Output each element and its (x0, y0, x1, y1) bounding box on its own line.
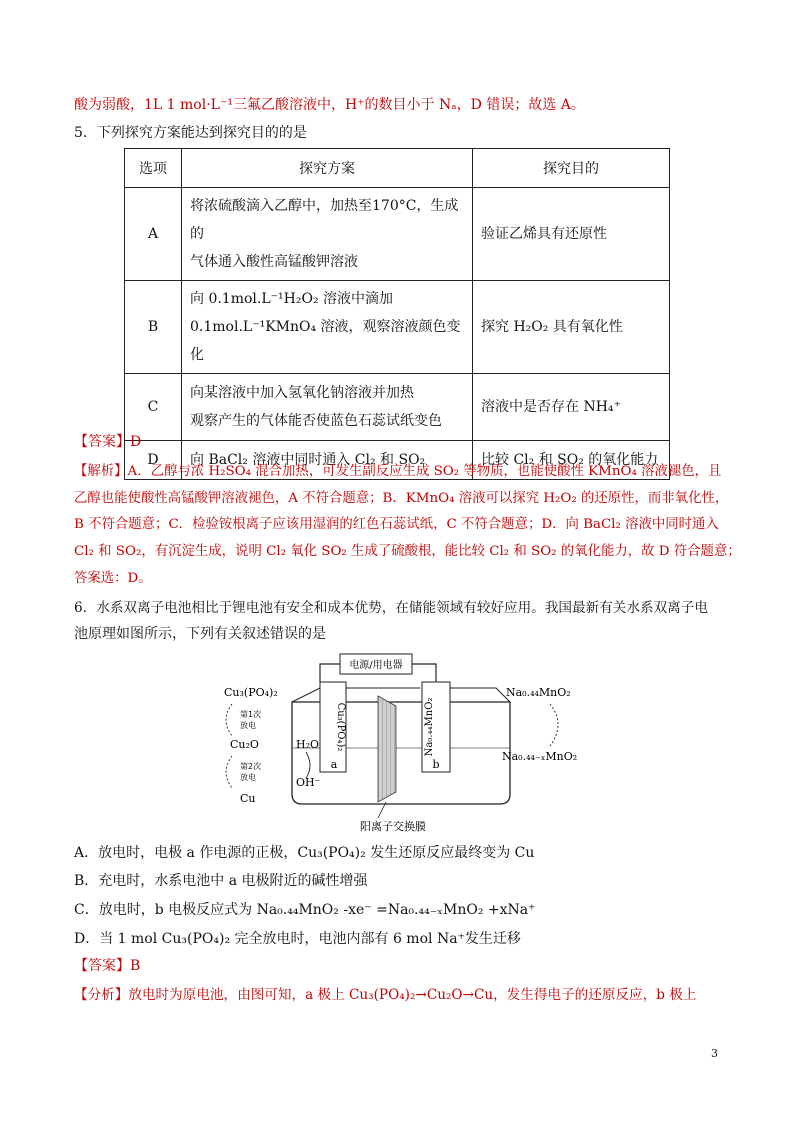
species-cu2o: Cu₂O (230, 738, 259, 751)
plan-line: 向 BaCl₂ 溶液中同时通入 Cl₂ 和 SO₂ (190, 452, 426, 468)
plan-cell (182, 281, 473, 374)
plan-line: 将浓硫酸滴入乙醇中，加热至170°C，生成的 (190, 198, 459, 242)
hydroxide-label: OH⁻ (296, 776, 321, 789)
option-label: C (125, 374, 182, 441)
species-na044mno2: Na₀.₄₄MnO₂ (506, 686, 571, 699)
table-header-row (125, 149, 670, 188)
right-reaction-arrow (550, 704, 558, 746)
plan-line: 向 0.1mol.L⁻¹H₂O₂ 溶液中滴加 (190, 291, 394, 307)
q6-option-a: A．放电时，电极 a 作电源的正极，Cu₃(PO₄)₂ 发生还原反应最终变为 Cu (74, 845, 535, 861)
header-goal: 探究目的 (473, 149, 670, 188)
option-label: D (125, 441, 182, 480)
header-option: 选项 (125, 149, 182, 188)
left-wire (320, 664, 340, 682)
discharge-arrow-1 (226, 704, 232, 736)
goal-cell: 溶液中是否存在 NH₄⁺ (473, 374, 670, 441)
water-arrow (306, 752, 310, 778)
step2-line1: 第2次 (240, 762, 262, 771)
header-plan: 探究方案 (182, 149, 473, 188)
prev-answer-tail: 酸为弱酸，1L 1 mol·L⁻¹三氟乙酸溶液中，H⁺的数目小于 Nₐ，D 错误；故选 A。 (74, 97, 585, 113)
water-label: H₂O (296, 738, 320, 751)
right-wire (412, 664, 436, 682)
membrane-label: 阳离子交换膜 (360, 820, 426, 833)
q6-answer: 【答案】B (74, 958, 141, 974)
cell-top-edge (292, 688, 420, 702)
q5-analysis-line: B 不符合题意；C．检验铵根离子应该用湿润的红色石蕊试纸，C 不符合题意；D．向 BaCl₂ 溶液中同时通入 (74, 517, 719, 532)
q5-analysis-line: 答案选：D。 (74, 571, 152, 586)
step2-line2: 放电 (240, 773, 256, 782)
q6-stem-line: 池原理如图所示，下列有关叙述错误的是 (74, 626, 326, 642)
q6-option-b: B．充电时，水系电池中 a 电极附近的碱性增强 (74, 873, 368, 889)
q6-stem-line: 6．水系双离子电池相比于锂电池有安全和成本优势，在储能领域有较好应用。我国最新有关水系双离子电 (74, 600, 708, 616)
plan-line: 气体通入酸性高锰酸钾溶液 (190, 254, 358, 270)
plan-line: 观察产生的气体能否使蓝色石蕊试纸变色 (190, 413, 442, 429)
step1-line1: 第1次 (240, 710, 262, 719)
option-label: A (125, 188, 182, 281)
table-row (125, 188, 670, 281)
species-cu3po4: Cu₃(PO₄)₂ (224, 686, 278, 699)
table-row (125, 374, 670, 441)
q5-stem: 5．下列探究方案能达到探究目的的是 (74, 125, 307, 141)
q5-answer: 【答案】D (74, 434, 142, 450)
q5-analysis-line: Cl₂ 和 SO₂，有沉淀生成，说明 Cl₂ 氧化 SO₂ 生成了硫酸根，能比较 Cl₂ 和 SO₂ 的氧化能力，故 D 符合题意； (74, 544, 741, 559)
step1-line2: 放电 (240, 721, 256, 730)
species-na044xmno2: Na₀.₄₄₋ₓMnO₂ (502, 750, 578, 763)
table-row (125, 281, 670, 374)
battery-diagram (210, 652, 600, 836)
power-label: 电源/用电器 (349, 660, 403, 671)
q5-table (124, 148, 670, 480)
plan-cell (182, 188, 473, 281)
plan-line: 0.1mol.L⁻¹KMnO₄ 溶液，观察溶液颜色变化 (190, 319, 461, 363)
electrode-b-material: Na₀.₄₄MnO₂ (424, 697, 435, 757)
species-cu: Cu (240, 792, 256, 805)
plan-line: 向某溶液中加入氢氧化钠溶液并加热 (190, 385, 414, 401)
discharge-arrow-2 (226, 756, 232, 788)
goal-cell: 探究 H₂O₂ 具有氧化性 (473, 281, 670, 374)
q6-analysis: 【分析】放电时为原电池，由图可知，a 极上 Cu₃(PO₄)₂→Cu₂O→Cu，发生得电子的还原反应，b 极上 (74, 987, 697, 1003)
q5-analysis-line: 乙醇也能使酸性高锰酸钾溶液褪色，A 不符合题意；B．KMnO₄ 溶液可以探究 H₂O₂ 的还原性，而非氧化性， (74, 491, 729, 506)
electrode-a-tag: a (330, 758, 338, 771)
goal-cell: 验证乙烯具有还原性 (473, 188, 670, 281)
page-number: 3 (711, 1047, 718, 1060)
q6-option-d: D．当 1 mol Cu₃(PO₄)₂ 完全放电时，电池内部有 6 mol Na⁺发生迁移 (74, 931, 521, 947)
exchange-membrane (378, 696, 396, 802)
electrode-b-tag: b (432, 758, 440, 771)
electrode-a-material: Cu₃(PO₄)₂ (335, 702, 346, 752)
q6-option-c: C．放电时，b 电极反应式为 Na₀.₄₄MnO₂ -xe⁻ =Na₀.₄₄₋ₓMnO₂ +xNa⁺ (74, 902, 536, 918)
cell-top-edge-right (448, 688, 510, 702)
q5-analysis-line: 【解析】A．乙醇与浓 H₂SO₄ 混合加热，可发生副反应生成 SO₂ 等物质，也能使酸性 KMnO₄ 溶液褪色，且 (74, 464, 722, 479)
option-label: B (125, 281, 182, 374)
plan-cell (182, 374, 473, 441)
goal-cell: 比较 Cl₂ 和 SO₂ 的氧化能力 (473, 441, 670, 480)
